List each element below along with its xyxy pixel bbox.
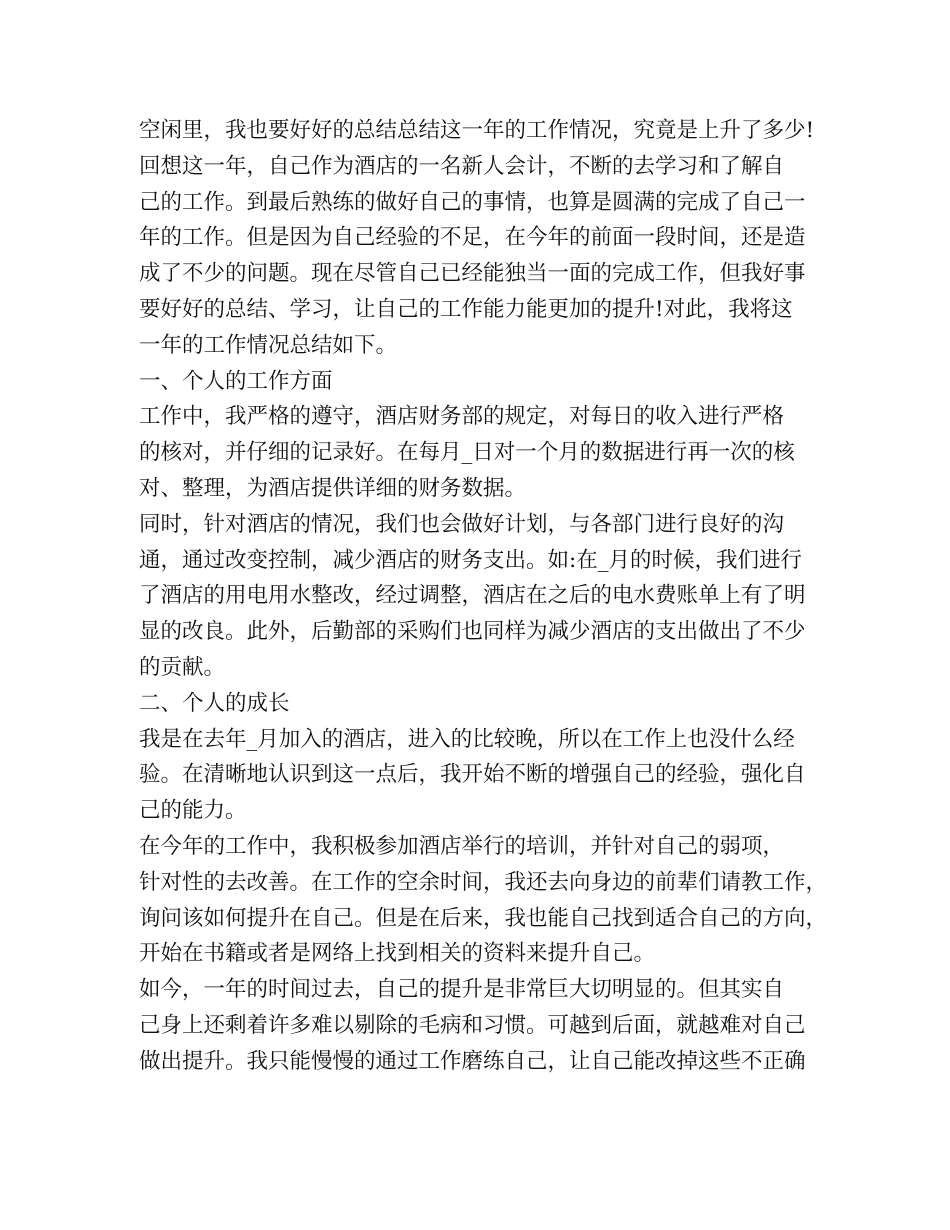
text-line: 做出提升。我只能慢慢的通过工作磨练自己，让自己能改掉这些不正确: [139, 1048, 806, 1074]
text-line: 工作中，我严格的遵守，酒店财务部的规定，对每日的收入进行严格: [139, 404, 785, 430]
text-line: 己的能力。: [139, 798, 247, 824]
text-line: 同时，针对酒店的情况，我们也会做好计划，与各部门进行良好的沟: [139, 511, 785, 537]
text-line: 一年的工作情况总结如下。: [139, 332, 398, 358]
text-line: 年的工作。但是因为自己经验的不足，在今年的前面一段时间，还是造: [139, 225, 806, 251]
text-line: 回想这一年，自己作为酒店的一名新人会计，不断的去学习和了解自: [139, 153, 785, 179]
text-line: 己的工作。到最后熟练的做好自己的事情，也算是圆满的完成了自己一: [139, 189, 806, 215]
section-heading: 一、个人的工作方面: [139, 368, 333, 394]
text-line: 的核对，并仔细的记录好。在每月_日对一个月的数据进行再一次的核: [139, 440, 795, 466]
text-line: 如今，一年的时间过去，自己的提升是非常巨大切明显的。但其实自: [139, 977, 785, 1003]
text-line: 询问该如何提升在自己。但是在后来，我也能自己找到适合自己的方向，: [139, 905, 828, 931]
text-line: 针对性的去改善。在工作的空余时间，我还去向身边的前辈们请教工作，: [139, 869, 828, 895]
text-line: 在今年的工作中，我积极参加酒店举行的培训，并针对自己的弱项，: [139, 833, 785, 859]
text-line: 成了不少的问题。现在尽管自己已经能独当一面的完成工作，但我好事: [139, 261, 806, 287]
text-line: 显的改良。此外，后勤部的采购们也同样为减少酒店的支出做出了不少: [139, 619, 806, 645]
text-line: 的贡献。: [139, 654, 226, 680]
text-line: 要好好的总结、学习，让自己的工作能力能更加的提升!对此，我将这: [139, 296, 793, 322]
text-line: 开始在书籍或者是网络上找到相关的资料来提升自己。: [139, 941, 656, 967]
text-line: 通，通过改变控制，减少酒店的财务支出。如:在_月的时候，我们进行: [139, 547, 802, 573]
text-line: 验。在清晰地认识到这一点后，我开始不断的增强自己的经验，强化自: [139, 762, 806, 788]
text-line: 己身上还剩着许多难以剔除的毛病和习惯。可越到后面，就越难对自己: [139, 1012, 806, 1038]
document-body: [139, 113, 828, 1080]
text-line: 空闲里，我也要好好的总结总结这一年的工作情况，究竟是上升了多少!: [139, 118, 815, 143]
text-line: 对、整理，为酒店提供详细的财务数据。: [139, 475, 527, 501]
text-line: 我是在去年_月加入的酒店，进入的比较晚，所以在工作上也没什么经: [139, 726, 795, 752]
text-line: 了酒店的用电用水整改，经过调整，酒店在之后的电水费账单上有了明: [139, 583, 806, 609]
section-heading: 二、个人的成长: [139, 690, 290, 716]
